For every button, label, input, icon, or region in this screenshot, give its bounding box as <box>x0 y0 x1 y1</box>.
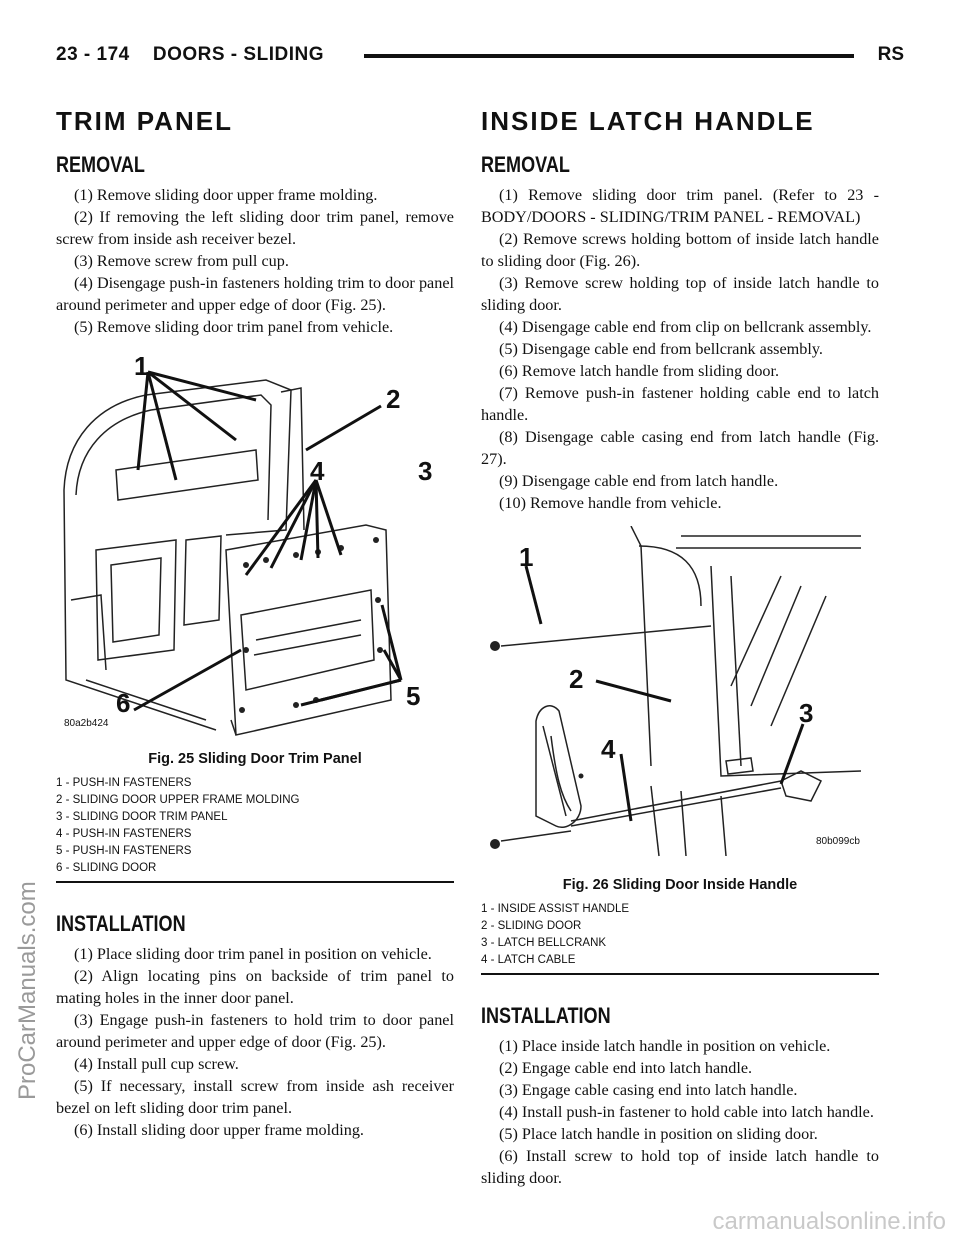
trim-panel-title: TRIM PANEL <box>56 106 233 136</box>
left-install-step: (2) Align locating pins on backside of trim panel to mating holes in the inner door panel. <box>56 967 454 1007</box>
right-removal-step: (9) Disengage cable end from latch handle. <box>499 472 779 490</box>
left-removal-step: (3) Remove screw from pull cup. <box>74 252 289 270</box>
left-removal-step: (4) Disengage push-in fasteners holding trim to door panel around perimeter and upper edge of door (Fig. 25). <box>56 274 454 314</box>
legend-item: 3 - SLIDING DOOR TRIM PANEL <box>56 811 228 823</box>
legend-item: 6 - SLIDING DOOR <box>56 862 157 874</box>
legend-item: 4 - LATCH CABLE <box>481 954 576 966</box>
right-installation-heading: INSTALLATION <box>481 1003 611 1028</box>
bottom-watermark: carmanualsonline.info <box>712 1208 946 1235</box>
trim-panel-illustration <box>56 350 454 740</box>
page-header <box>56 44 904 74</box>
header-rule <box>364 54 854 58</box>
callout-label: 1 <box>134 351 149 381</box>
figure-rule <box>481 973 879 975</box>
right-removal-step: (1) Remove sliding door trim panel. (Refer to 23 - BODY/DOORS - SLIDING/TRIM PANEL - REMOVAL) <box>481 186 879 226</box>
callout-label: 4 <box>601 734 616 764</box>
legend-item: 1 - PUSH-IN FASTENERS <box>56 777 192 789</box>
right-install-step: (2) Engage cable end into latch handle. <box>499 1059 753 1077</box>
callout-label: 3 <box>799 698 814 728</box>
left-install-step: (4) Install pull cup screw. <box>74 1055 239 1073</box>
fig-25 <box>56 350 454 883</box>
left-install-step: (5) If necessary, install screw from inside ash receiver bezel on left sliding door trim panel. <box>56 1077 454 1117</box>
left-install-step: (6) Install sliding door upper frame molding. <box>74 1121 364 1139</box>
right-removal-step: (10) Remove handle from vehicle. <box>499 494 722 512</box>
latch-handle-title: INSIDE LATCH HANDLE <box>481 106 815 136</box>
right-removal-step: (8) Disengage cable casing end from latch handle (Fig. 27). <box>481 428 879 468</box>
callout-label: 2 <box>386 384 401 414</box>
side-watermark: ProCarManuals.com <box>14 881 41 1100</box>
right-removal-heading: REMOVAL <box>481 152 570 177</box>
left-install-step: (1) Place sliding door trim panel in position on vehicle. <box>74 945 432 963</box>
legend-item: 3 - LATCH BELLCRANK <box>481 937 607 949</box>
right-install-step: (5) Place latch handle in position on sliding door. <box>499 1125 818 1143</box>
right-removal-step: (3) Remove screw holding top of inside latch handle to sliding door. <box>481 274 879 314</box>
right-removal-step: (6) Remove latch handle from sliding door. <box>499 362 780 380</box>
left-install-step: (3) Engage push-in fasteners to hold trim to door panel around perimeter and upper edge of door (Fig. 25). <box>56 1011 454 1051</box>
inside-handle-illustration <box>481 526 879 866</box>
header-section <box>56 44 324 66</box>
left-removal-heading: REMOVAL <box>56 152 145 177</box>
model-code: RS <box>877 44 904 65</box>
figure-rule <box>56 881 454 883</box>
legend-item: 4 - PUSH-IN FASTENERS <box>56 828 192 840</box>
right-removal-step: (2) Remove screws holding bottom of inside latch handle to sliding door (Fig. 26). <box>481 230 879 270</box>
right-removal-step: (4) Disengage cable end from clip on bellcrank assembly. <box>499 318 872 336</box>
callout-label: 2 <box>569 664 584 694</box>
page-ref: 23 - 174 <box>56 44 130 65</box>
left-installation-heading: INSTALLATION <box>56 911 186 936</box>
legend-item: 1 - INSIDE ASSIST HANDLE <box>481 903 630 915</box>
right-removal-step: (5) Disengage cable end from bellcrank assembly. <box>499 340 823 358</box>
left-removal-step: (2) If removing the left sliding door trim panel, remove screw from inside ash receiver bezel. <box>56 208 454 248</box>
right-column <box>481 104 879 1189</box>
legend-item: 5 - PUSH-IN FASTENERS <box>56 845 192 857</box>
right-install-step: (4) Install push-in fastener to hold cable into latch handle. <box>499 1103 874 1121</box>
right-install-step: (1) Place inside latch handle in position on vehicle. <box>499 1037 831 1055</box>
right-install-step: (3) Engage cable casing end into latch handle. <box>499 1081 798 1099</box>
figure-caption: Fig. 26 Sliding Door Inside Handle <box>562 877 798 893</box>
legend-item: 2 - SLIDING DOOR UPPER FRAME MOLDING <box>56 794 300 806</box>
callout-label: 1 <box>519 542 534 572</box>
fig-26 <box>481 526 879 975</box>
figure-code: 80a2b424 <box>64 718 109 729</box>
callout-label: 5 <box>406 681 421 711</box>
right-install-step: (6) Install screw to hold top of inside latch handle to sliding door. <box>481 1147 879 1187</box>
legend-item: 2 - SLIDING DOOR <box>481 920 582 932</box>
right-removal-step: (7) Remove push-in fastener holding cable end to latch handle. <box>481 384 879 424</box>
left-column <box>56 104 454 1141</box>
callout-label: 3 <box>418 456 433 486</box>
callout-label: 4 <box>310 456 325 486</box>
figure-caption: Fig. 25 Sliding Door Trim Panel <box>148 751 362 767</box>
section-name: DOORS - SLIDING <box>152 44 324 65</box>
left-removal-step: (1) Remove sliding door upper frame molding. <box>74 186 378 204</box>
figure-code: 80b099cb <box>816 836 860 847</box>
callout-label: 6 <box>116 688 131 718</box>
left-removal-step: (5) Remove sliding door trim panel from vehicle. <box>74 318 394 336</box>
